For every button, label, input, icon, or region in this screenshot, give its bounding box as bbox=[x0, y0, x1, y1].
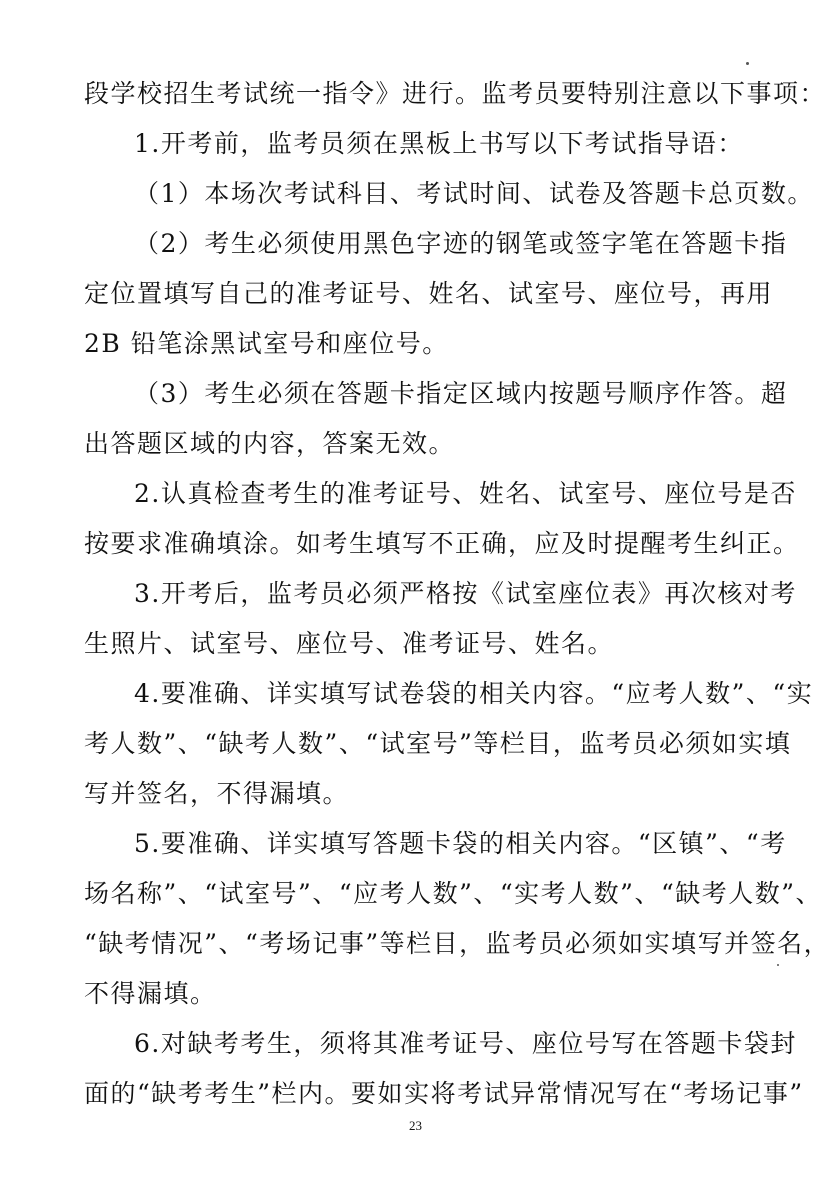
page-number: 23 bbox=[409, 1118, 422, 1133]
text-line-1: 段学校招生考试统一指令》进行。监考员要特别注意以下事项： bbox=[84, 79, 827, 108]
text-line-7: （3）考生必须在答题卡指定区域内按题号顺序作答。超 bbox=[134, 379, 788, 408]
text-line-18: “缺考情况”、“考场记事”等栏目，监考员必须如实填写并签名， bbox=[84, 929, 831, 958]
scan-speck bbox=[777, 964, 779, 966]
text-line-14: 考人数”、“缺考人数”、“试室号”等栏目，监考员必须如实填 bbox=[84, 729, 792, 758]
text-line-5: 定位置填写自己的准考证号、姓名、试室号、座位号，再用 bbox=[84, 279, 774, 308]
text-line-2: 1.开考前，监考员须在黑板上书写以下考试指导语： bbox=[134, 129, 744, 158]
text-line-3: （1）本场次考试科目、考试时间、试卷及答题卡总页数。 bbox=[134, 179, 814, 208]
text-line-10: 按要求准确填涂。如考生填写不正确，应及时提醒考生纠正。 bbox=[84, 529, 800, 558]
text-line-11: 3.开考后，监考员必须严格按《试室座位表》再次核对考 bbox=[134, 579, 797, 608]
text-line-19: 不得漏填。 bbox=[84, 979, 217, 1008]
text-line-12: 生照片、试室号、座位号、准考证号、姓名。 bbox=[84, 629, 615, 658]
text-line-20: 6.对缺考考生，须将其准考证号、座位号写在答题卡袋封 bbox=[134, 1029, 797, 1058]
text-line-4: （2）考生必须使用黑色字迹的钢笔或签字笔在答题卡指 bbox=[134, 229, 788, 258]
text-line-6: 2B 铅笔涂黑试室号和座位号。 bbox=[84, 329, 449, 358]
text-line-17: 场名称”、“试室号”、“应考人数”、“实考人数”、“缺考人数”、 bbox=[84, 879, 823, 908]
text-line-16: 5.要准确、详实填写答题卡袋的相关内容。“区镇”、“考 bbox=[134, 829, 787, 858]
text-line-13: 4.要准确、详实填写试卷袋的相关内容。“应考人数”、“实 bbox=[134, 679, 814, 708]
text-line-15: 写并签名，不得漏填。 bbox=[84, 779, 350, 808]
text-line-8: 出答题区域的内容，答案无效。 bbox=[84, 429, 456, 458]
text-line-9: 2.认真检查考生的准考证号、姓名、试室号、座位号是否 bbox=[134, 479, 797, 508]
text-line-21: 面的“缺考考生”栏内。要如实将考试异常情况写在“考场记事” bbox=[84, 1079, 804, 1108]
scan-speck bbox=[746, 62, 749, 65]
